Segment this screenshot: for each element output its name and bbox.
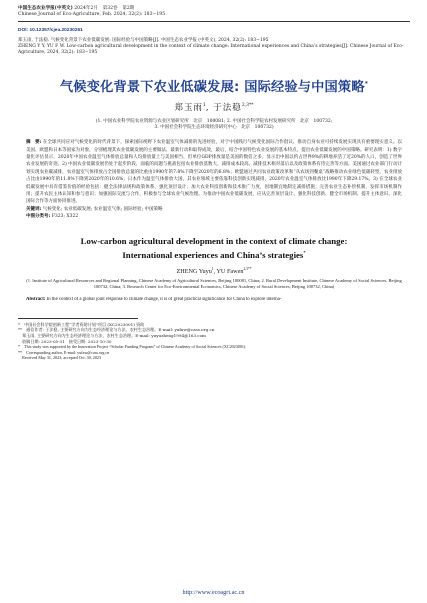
citation-en: ZHENG Y Y, YU F W. Low-carbon agricultural development in the context of climate change: International experiences and China’s strategies[J]. Chinese Journal of Eco-Agriculture, 2024, 32(2): 183−195 [18, 44, 404, 56]
author-2-zh-sup: 2,3** [241, 102, 254, 108]
footnote-funding-zh: * 中国社会科学院创新工程“学者资助计划”项目 (XC2023001) 资助 [18, 321, 145, 327]
author-2-zh: 于法稳 [213, 102, 242, 113]
author-separator: , [205, 102, 214, 113]
author-2-en-sup: 2,3** [243, 266, 252, 271]
article-title-en [18, 236, 410, 261]
abstract-en-text: In the context of a global joint response to climate change, it is of great practical significance for China to explore interna- [46, 297, 282, 303]
footnote-first-author-zh: 郑玉雨, 主要研究方向为生态经济理论与方法、农村生态治理。E-mail: yuyuzheng1994@163.com [18, 332, 206, 338]
footnote-corresponding-zh: ** 通信作者: 于法稳, 主要研究方向为生态经济理论与方法、农村生态治理。E-mail: yufaw@cass.org.cn [18, 327, 215, 333]
affiliations-zh [18, 119, 410, 133]
title-en-line2-wrap [18, 247, 410, 261]
abstract-zh-text: 在全球共同应对气候变化的时代背景下，探索国际视野下农业温室气体减排的先进经验，对于中国践行气候变化国际合作倡议、推动自身农业可持续发展实现具有重要现实意义。以美国、欧盟和日本等国家为对象，分别梳理其农业低碳发展的主要做法、最新行动和取得成效，最后，结合中国特色农业发展的基本特点，提出农业低碳发展的中国策略。研究表明：1) 数字量化评估显示，2020年中国农业温室气体排放总量和人均排放量上与美国相当，但单位GDP排放量是美国的数倍之多，显示出中国以约占世界9%的耕地养活了近20%的人口，创造了世界农业发展的奇迹。2) 中国农业低碳发展仍处于起步阶段，面临的问题与挑战包括农业排放基数大、减排成本较高、减排技术相对落后以及政策体系有待完善等方面。美国通过农业部门行动计划实现农业碳减排，农业温室气体排放占全国排放总量的比重由1990年的7.8%下降至2020年的6.8%；欧盟通过共同农业政策改革和“从农场到餐桌”战略推动农业绿色低碳转型，农业排放占比由1990年的11.8%下降到2020年的10.6%；日本作为温室气体排放大国，其农业领域主要依靠科技创新实现减排，2020年农业温室气体排放比1990年下降29.17%。3) 在全球农业低碳发展中具有借鉴价值的经验包括：健全法律法规和政策体系，强化顶层设计；加大农业科技创新和技术推广力度，因地制宜地制定减排措施；完善农业生态补偿机制，发挥市场机制作用；提升农民主体认知和参与意识；加强国际交流与合作，积极参与全球农业气候治理。为推动中国农业低碳发展，应从完善顶层设计、强化科技创新、健全市场机制、提升主体意识、深化国际合作等方面协同推进。 [26, 140, 402, 205]
running-head-line2: Chinese Journal of Eco-Agriculture, Feb. 2024, 32(2): 183−195 [18, 12, 166, 17]
footnote-funding-en: * This study was supported by the Innovation Project “Scholar Funding Program” of Chinese Academy of Social Sciences (XC2023001). [18, 344, 247, 350]
author-1-en: ZHENG Yuyu [176, 267, 212, 275]
authors-en: ZHENG Yuyu$^1$, YU Fawen$^{2,3**}$ [176, 266, 252, 275]
article-page [18, 6, 410, 361]
title-zh-mark: * [364, 80, 369, 88]
keywords-zh-text: 气候变化; 农业低碳发展; 农业温室气体; 国际经验; 中国策略 [42, 206, 163, 212]
clc-text: F323; X322 [51, 213, 79, 219]
journal-name-zh: 中国生态农业学报(中英文) [18, 6, 73, 11]
author-1-en-sup: 1 [211, 266, 214, 271]
abstract-zh-label: 摘 要: [26, 140, 42, 146]
citation-zh: 郑玉雨, 于法稳. 气候变化背景下农业低碳发展: 国际经验与中国策略[J]. 中国生态农业学报 (中英文), 2024, 32(2): 183−195 [18, 38, 269, 43]
keywords-zh [18, 206, 410, 213]
footer-url-link[interactable]: http://www.ecoagri.ac.cn [182, 589, 245, 596]
affiliation-zh-line2: 3. 中国社会科学院生态环境经济研究中心 北京 100732) [154, 125, 274, 131]
doi-link[interactable]: DOI: 10.12357/cjea.20230261 [18, 28, 83, 33]
affiliation-zh-line1: (1. 中国农业科学院农业资源与农业区划研究所 北京 100081; 2. 中国社会科学院农村发展研究所 北京 100732; [95, 118, 333, 124]
author-2-en: YU Fawen [216, 267, 244, 275]
title-en-line2: International experiences and China’s strategies [122, 249, 304, 260]
article-title-zh [18, 76, 410, 95]
footnote-corresponding-en: ** Corresponding author, E-mail: yufaw@cass.org.cn [18, 349, 110, 355]
title-en-line1: Low-carbon agricultural development in the context of climate change: [80, 235, 348, 246]
clc-label: 中图分类号: [26, 213, 51, 219]
footnote-rule [18, 318, 138, 319]
affiliations-en: (1. Institute of Agricultural Resources and Regional Planning, Chinese Academy of Agricultural Sciences, Beijing 100081, China; 2. Rural Development Institute, Chinese Academy of Social Sciences, Beijing 100732, China; 3. Research Center for Eco-Environmental Economics, Chinese Academy of Social Sciences, Beijing 100732, China) [26, 277, 402, 290]
abstract-en [18, 297, 410, 304]
keywords-zh-label: 关键词: [26, 206, 42, 212]
author-1-zh: 郑玉雨 [174, 102, 204, 113]
abstract-zh [18, 139, 410, 206]
footnotes [18, 322, 410, 361]
footnote-dates-zh: 收稿日期: 2023-05-31 接受日期: 2023-10-30 [18, 338, 112, 344]
abstract-en-label: Abstract: [26, 297, 46, 303]
issue-info-zh: 2024年2月 第32卷 第2期 [74, 6, 135, 11]
clc-number [18, 213, 410, 220]
header-rule [18, 21, 410, 22]
title-zh-text: 气候变化背景下农业低碳发展: 国际经验与中国策略 [59, 79, 365, 95]
author-1-zh-sup: 1 [203, 102, 206, 108]
title-en-mark: * [303, 249, 306, 255]
authors-zh [18, 101, 410, 113]
running-head [18, 6, 410, 18]
footnote-dates-en: Received May 31, 2023; accepted Oct. 30, 2023 [18, 355, 101, 361]
